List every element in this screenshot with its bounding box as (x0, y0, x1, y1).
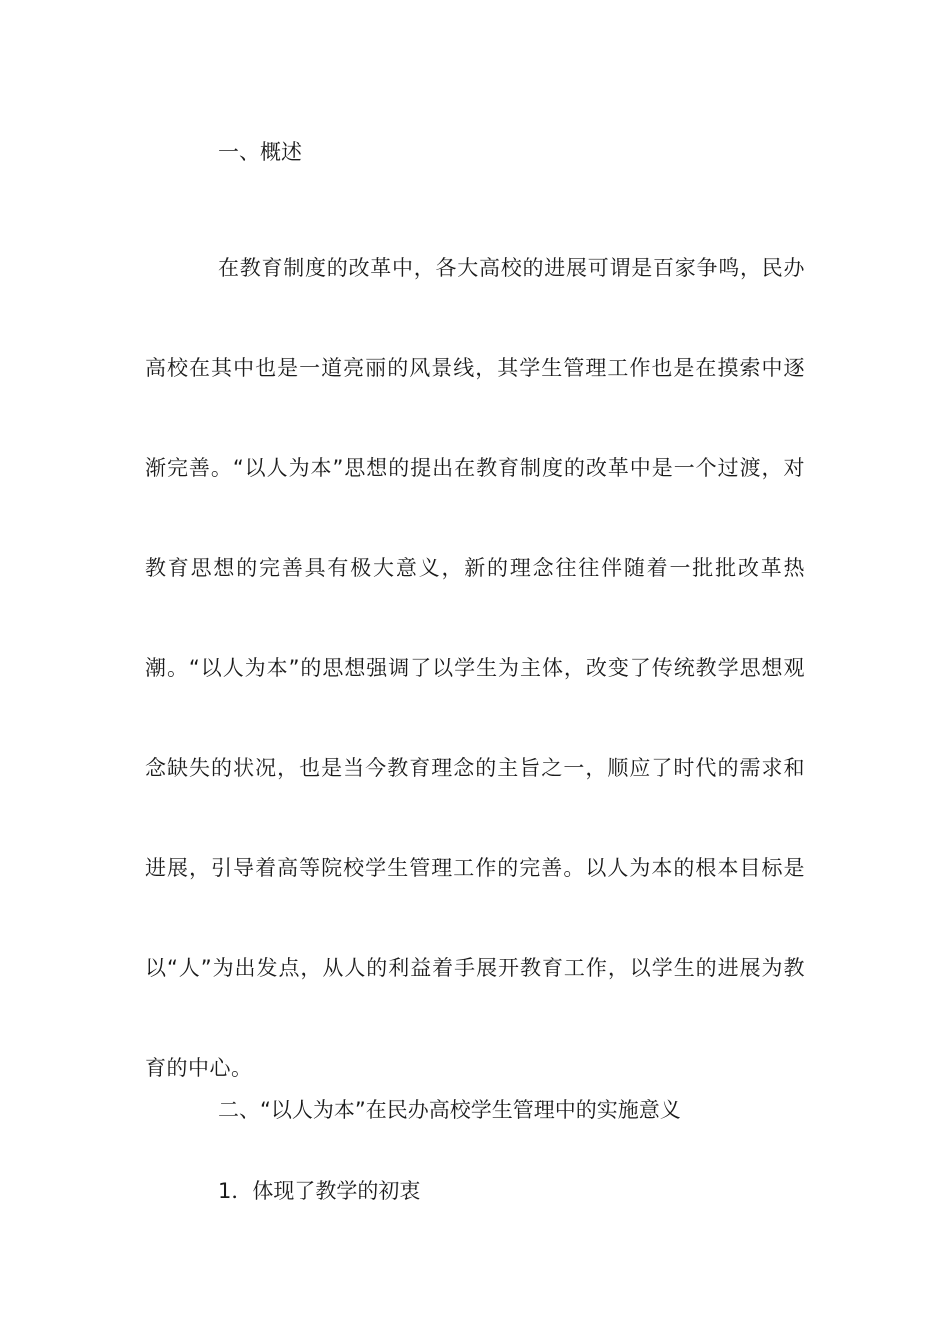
section-1-heading: 一、概述 (218, 140, 302, 164)
section-2-subheading: 1．体现了教学的初衷 (218, 1179, 421, 1203)
section-2-heading: 二、“以人为本”在民办高校学生管理中的实施意义 (218, 1098, 681, 1122)
section-1-paragraph: 在教育制度的改革中，各大高校的进展可谓是百家争鸣，民办高校在其中也是一道亮丽的风景线，其学生管理工作也是在摸索中逐渐完善。“以人为本”思想的提出在教育制度的改革中是一个过渡，对教育思想的完善具有极大意义，新的理念往往伴随着一批批改革热潮。“以人为本”的思想强调了以学生为主体，改变了传统教学思想观念缺失的状况，也是当今教育理念的主旨之一，顺应了时代的需求和进展，引导着高等院校学生管理工作的完善。以人为本的根本目标是以“人”为出发点，从人的利益着手展开教育工作，以学生的进展为教育的中心。 (145, 256, 805, 1080)
